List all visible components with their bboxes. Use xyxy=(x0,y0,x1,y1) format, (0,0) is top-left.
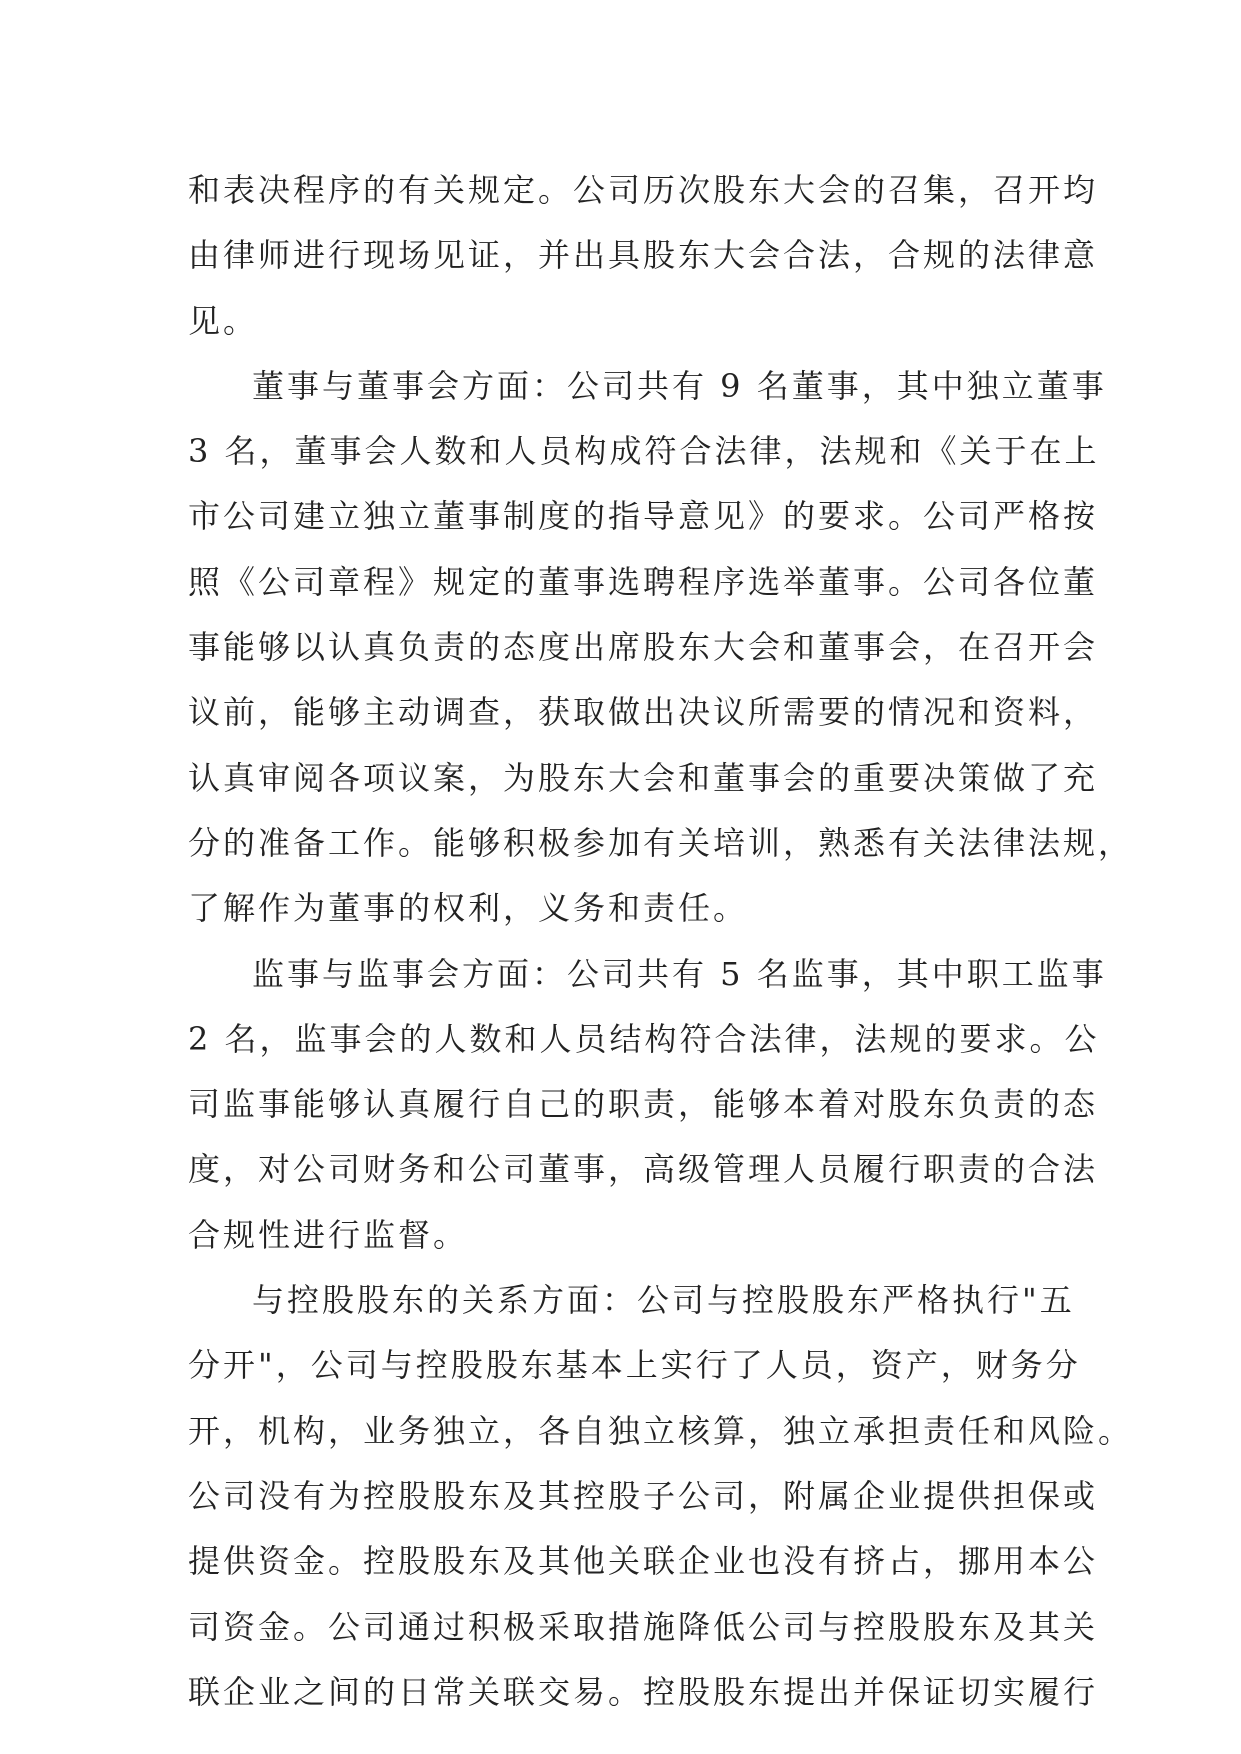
text-line: 见。 xyxy=(188,301,259,340)
text-line: 分开"，公司与控股股东基本上实行了人员，资产，财务分 xyxy=(188,1346,1081,1385)
text-line: 司资金。公司通过积极采取措施降低公司与控股股东及其关 xyxy=(188,1607,1099,1646)
text-line: 监事与监事会方面：公司共有 5 名监事，其中职工监事 xyxy=(252,954,1107,993)
text-line: 3 名，董事会人数和人员构成符合法律，法规和《关于在上 xyxy=(188,432,1100,471)
text-line: 认真审阅各项议案，为股东大会和董事会的重要决策做了充 xyxy=(188,758,1099,797)
paragraph-controlling-shareholder xyxy=(188,1268,1134,1725)
document-body xyxy=(188,158,1134,1725)
text-line: 照《公司章程》规定的董事选聘程序选举董事。公司各位董 xyxy=(188,562,1099,601)
text-line: 市公司建立独立董事制度的指导意见》的要求。公司严格按 xyxy=(188,497,1099,536)
text-line: 董事与董事会方面：公司共有 9 名董事，其中独立董事 xyxy=(252,366,1107,405)
text-line: 议前，能够主动调查，获取做出决议所需要的情况和资料， xyxy=(188,693,1099,732)
text-line: 和表决程序的有关规定。公司历次股东大会的召集，召开均 xyxy=(188,171,1099,209)
text-line: 提供资金。控股股东及其他关联企业也没有挤占，挪用本公 xyxy=(188,1542,1099,1581)
text-line: 事能够以认真负责的态度出席股东大会和董事会，在召开会 xyxy=(188,628,1099,667)
text-line: 开，机构，业务独立，各自独立核算，独立承担责任和风险。 xyxy=(188,1411,1134,1450)
paragraph-board-of-directors xyxy=(188,354,1134,942)
text-line: 分的准备工作。能够积极参加有关培训，熟悉有关法律法规， xyxy=(188,823,1134,862)
text-line: 度，对公司财务和公司董事，高级管理人员履行职责的合法 xyxy=(188,1150,1099,1189)
text-line: 由律师进行现场见证，并出具股东大会合法，合规的法律意 xyxy=(188,236,1099,275)
text-line: 公司没有为控股股东及其控股子公司，附属企业提供担保或 xyxy=(188,1476,1099,1515)
text-line: 与控股股东的关系方面：公司与控股股东严格执行"五 xyxy=(252,1281,1075,1320)
text-line: 司监事能够认真履行自己的职责，能够本着对股东负责的态 xyxy=(188,1085,1099,1124)
text-line: 了解作为董事的权利，义务和责任。 xyxy=(188,889,749,928)
text-line: 联企业之间的日常关联交易。控股股东提出并保证切实履行 xyxy=(188,1672,1099,1711)
paragraph-shareholders-meeting xyxy=(188,158,1099,354)
text-line: 2 名，监事会的人数和人员结构符合法律，法规的要求。公 xyxy=(188,1019,1100,1058)
paragraph-board-of-supervisors xyxy=(188,942,1107,1268)
text-line: 合规性进行监督。 xyxy=(188,1215,469,1254)
